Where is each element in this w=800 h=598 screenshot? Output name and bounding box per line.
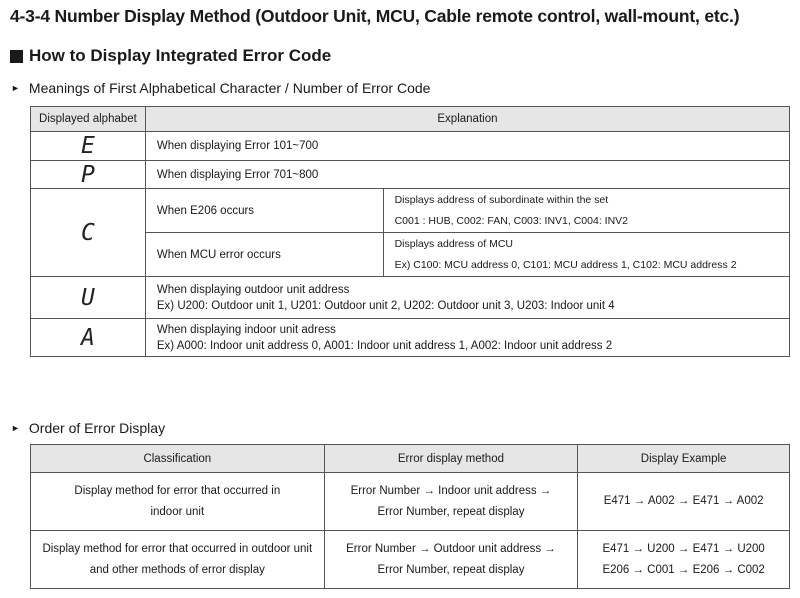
triangle-bullet-icon: ► bbox=[11, 423, 20, 433]
header-classification: Classification bbox=[31, 445, 325, 473]
method-cell bbox=[324, 531, 578, 589]
classification-cell bbox=[31, 473, 325, 531]
header-error-display-method: Error display method bbox=[324, 445, 578, 473]
case-detail-line: Displays address of subordinate within the set bbox=[394, 193, 609, 206]
symbol-a: A bbox=[81, 324, 95, 351]
symbol-u: U bbox=[81, 284, 95, 311]
example-line: E206 → C001 → E206 → C002 bbox=[602, 563, 765, 576]
header-display-example: Display Example bbox=[578, 445, 790, 473]
case-label-cell: When MCU error occurs bbox=[145, 233, 383, 277]
explanation-line: When displaying outdoor unit address bbox=[156, 283, 350, 296]
table-row bbox=[31, 531, 790, 589]
table-row bbox=[31, 161, 790, 189]
explanation-line: When displaying indoor unit adress bbox=[156, 323, 336, 336]
page-title: 4-3-4 Number Display Method (Outdoor Unit, MCU, Cable remote control, wall-mount, etc.) bbox=[10, 6, 740, 26]
classification-line: indoor unit bbox=[150, 505, 205, 518]
table-row bbox=[31, 132, 790, 161]
subheading-order-text: Order of Error Display bbox=[28, 420, 166, 436]
method-line: Error Number → Indoor unit address → bbox=[350, 484, 552, 497]
section-heading-text: How to Display Integrated Error Code bbox=[29, 46, 332, 65]
square-bullet-icon bbox=[10, 50, 23, 63]
header-explanation: Explanation bbox=[145, 107, 789, 132]
symbol-c: C bbox=[81, 219, 95, 246]
explanation-line: Ex) A000: Indoor unit address 0, A001: Indoor unit address 1, A002: Indoor unit address 2 bbox=[156, 339, 613, 352]
case-label-cell: When E206 occurs bbox=[145, 189, 383, 233]
method-line: Error Number, repeat display bbox=[377, 563, 525, 576]
symbol-cell bbox=[31, 277, 146, 319]
case-detail-line: C001 : HUB, C002: FAN, C003: INV1, C004: INV2 bbox=[394, 214, 629, 227]
meanings-table-header bbox=[31, 107, 790, 132]
method-line: Error Number, repeat display bbox=[377, 505, 525, 518]
order-table bbox=[30, 444, 790, 589]
section-heading bbox=[10, 46, 331, 66]
case-detail-line: Ex) C100: MCU address 0, C101: MCU address 1, C102: MCU address 2 bbox=[394, 258, 737, 271]
explanation-cell: When displaying Error 101~700 bbox=[145, 132, 789, 161]
symbol-p: P bbox=[81, 161, 95, 188]
subheading-meanings-text: Meanings of First Alphabetical Character / Number of Error Code bbox=[28, 80, 431, 96]
example-line: E471 → A002 → E471 → A002 bbox=[603, 495, 764, 507]
symbol-cell bbox=[31, 161, 146, 189]
example-cell bbox=[578, 531, 790, 589]
example-line: E471 → U200 → E471 → U200 bbox=[602, 542, 765, 555]
symbol-cell bbox=[31, 319, 146, 357]
method-cell bbox=[324, 473, 578, 531]
method-line: Error Number → Outdoor unit address → bbox=[346, 542, 556, 555]
classification-line: Display method for error that occurred in outdoor unit bbox=[42, 542, 313, 555]
table-row bbox=[31, 277, 790, 319]
table-row bbox=[31, 319, 790, 357]
subheading-order bbox=[11, 420, 165, 436]
case-detail-cell bbox=[383, 233, 789, 277]
order-table-header bbox=[31, 445, 790, 473]
subheading-meanings bbox=[11, 80, 430, 96]
symbol-e: E bbox=[81, 133, 95, 159]
symbol-cell bbox=[31, 132, 146, 161]
explanation-cell bbox=[145, 277, 789, 319]
symbol-cell bbox=[31, 189, 146, 277]
case-detail-cell bbox=[383, 189, 789, 233]
classification-cell bbox=[31, 531, 325, 589]
explanation-cell: When displaying Error 701~800 bbox=[145, 161, 789, 189]
explanation-cell bbox=[145, 319, 789, 357]
example-cell bbox=[578, 473, 790, 531]
header-displayed-alphabet: Displayed alphabet bbox=[31, 107, 146, 132]
table-row bbox=[31, 189, 790, 233]
classification-line: Display method for error that occurred in bbox=[74, 484, 281, 497]
case-detail-line: Displays address of MCU bbox=[394, 237, 514, 250]
classification-line: and other methods of error display bbox=[89, 563, 265, 576]
meanings-table bbox=[30, 106, 790, 357]
table-row bbox=[31, 473, 790, 531]
triangle-bullet-icon: ► bbox=[11, 83, 20, 93]
explanation-line: Ex) U200: Outdoor unit 1, U201: Outdoor unit 2, U202: Outdoor unit 3, U203: Indoor unit 4 bbox=[156, 299, 615, 312]
